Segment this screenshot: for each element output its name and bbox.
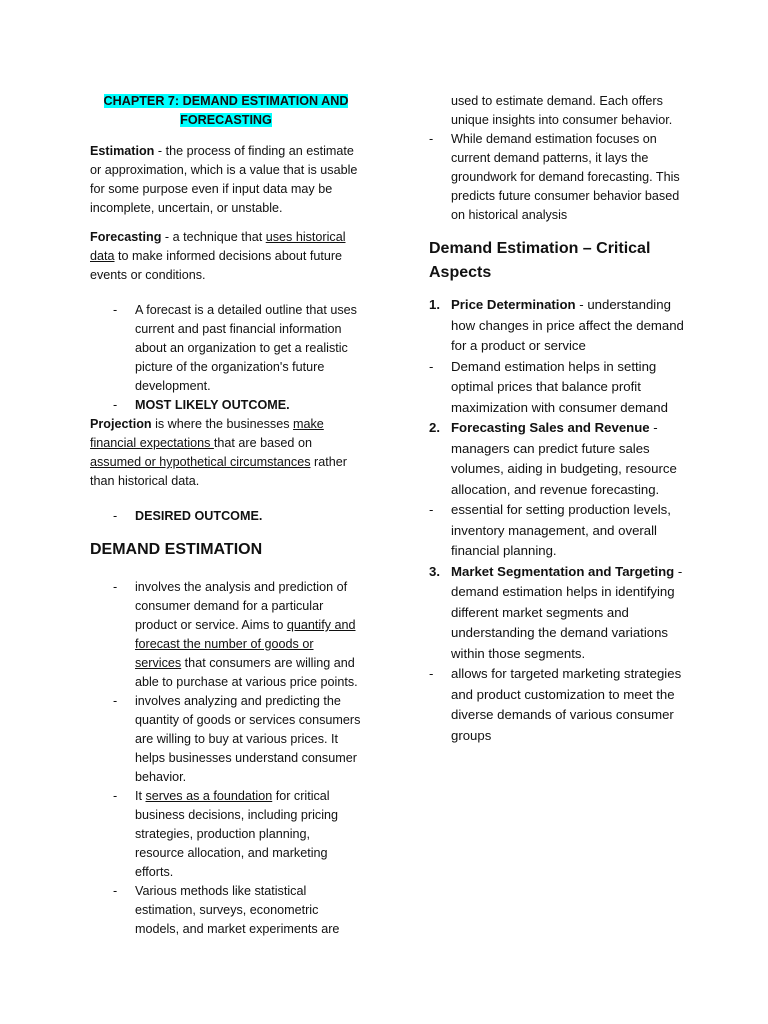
critical-aspects-heading: Demand Estimation – Critical Aspects bbox=[429, 240, 651, 281]
desired-outcome: DESIRED OUTCOME. bbox=[135, 509, 263, 523]
forecasting-text-pre: - a technique that bbox=[161, 230, 266, 244]
projection-definition bbox=[90, 415, 362, 491]
estimation-term: Estimation bbox=[90, 144, 155, 158]
aspect-text: - managers can predict future sales volumes, aiding in budgeting, resource allocation, and revenue forecasting. bbox=[451, 420, 677, 497]
aspect-number: 1. bbox=[429, 297, 440, 312]
demand-b3-underline: serves as a foundation bbox=[145, 789, 273, 803]
list-item: - While demand estimation focuses on current demand patterns, it lays the groundwork for demand forecasting. This predicts future consumer behavior based on historical analysis bbox=[429, 130, 691, 225]
demand-b3-post: for critical business decisions, including pricing strategies, production planning, resource allocation, and marketing efforts. bbox=[135, 789, 339, 879]
demand-bullet-list bbox=[90, 578, 362, 939]
estimation-text: - the process of finding an estimate or approximation, which is a value that is usable for some purpose even if input data may be incomplete, uncertain, or unstable. bbox=[90, 144, 358, 215]
list-item bbox=[90, 787, 362, 882]
forecasting-text-post: to make informed decisions about future events or conditions. bbox=[90, 249, 343, 282]
list-item bbox=[90, 507, 362, 526]
aspect-bullet-list bbox=[429, 664, 691, 746]
list-item: - involves analyzing and predicting the quantity of goods or services consumers are willing to buy at various prices. It helps businesses understand consumer behavior. bbox=[90, 692, 362, 787]
aspect-term: Forecasting Sales and Revenue bbox=[451, 420, 650, 435]
aspect-bullet-list bbox=[429, 357, 691, 419]
list-item bbox=[90, 578, 362, 692]
demand-b1-underline: quantify and forecast the number of goods or services bbox=[135, 618, 356, 670]
continued-text: used to estimate demand. Each offers unique insights into consumer behavior. bbox=[451, 94, 673, 127]
chapter-title-line2: FORECASTING bbox=[180, 113, 272, 127]
list-item: - allows for targeted marketing strategies and product customization to meet the diverse demands of various consumer groups bbox=[429, 664, 691, 746]
list-item: - A forecast is a detailed outline that uses current and past financial information about an organization to get a realistic picture of the organization's future development. bbox=[90, 301, 362, 396]
aspect-term: Price Determination bbox=[451, 297, 576, 312]
projection-text-post: rather than historical data. bbox=[90, 455, 347, 488]
aspect-item-segmentation bbox=[429, 562, 691, 665]
projection-term: Projection bbox=[90, 417, 152, 431]
aspect-number: 2. bbox=[429, 420, 440, 435]
list-item: - Demand estimation helps in setting optimal prices that balance profit maximization with consumer demand bbox=[429, 357, 691, 419]
chapter-title bbox=[90, 92, 362, 130]
right-column bbox=[429, 92, 691, 746]
aspect-number: 3. bbox=[429, 563, 440, 579]
aspect-term: Market Segmentation and Targeting bbox=[451, 563, 675, 579]
list-item bbox=[90, 396, 362, 415]
continued-bullet-list bbox=[429, 130, 691, 225]
estimation-definition bbox=[90, 142, 362, 218]
left-column bbox=[90, 92, 362, 939]
forecasting-underline: uses historical data bbox=[90, 230, 346, 263]
forecasting-term: Forecasting bbox=[90, 230, 162, 244]
most-likely-outcome: MOST LIKELY OUTCOME. bbox=[135, 398, 290, 412]
forecast-bullet-list bbox=[90, 301, 362, 415]
demand-b1-post: that consumers are willing and able to purchase at various price points. bbox=[135, 656, 358, 689]
demand-estimation-heading: DEMAND ESTIMATION bbox=[90, 541, 263, 558]
demand-b1-pre: involves the analysis and prediction of consumer demand for a particular product or service. Aims to bbox=[135, 580, 348, 632]
critical-aspects-list bbox=[429, 295, 691, 746]
desired-outcome-list bbox=[90, 507, 362, 526]
list-item: - essential for setting production levels, inventory management, and overall financial planning. bbox=[429, 500, 691, 562]
aspect-text: - demand estimation helps in identifying different market segments and understanding the demand variations within those segments. bbox=[451, 563, 683, 661]
projection-underline-2: assumed or hypothetical circumstances bbox=[90, 455, 311, 469]
chapter-title-line1: CHAPTER 7: DEMAND ESTIMATION AND bbox=[103, 94, 349, 108]
projection-underline-1: make financial expectations bbox=[90, 417, 324, 450]
aspect-item-forecasting bbox=[429, 418, 691, 500]
projection-text-mid: that are based on bbox=[213, 436, 312, 450]
aspect-text: - understanding how changes in price affect the demand for a product or service bbox=[451, 297, 684, 353]
demand-b3-pre: It bbox=[135, 789, 146, 803]
aspect-bullet-list bbox=[429, 500, 691, 562]
forecasting-definition bbox=[90, 228, 362, 285]
list-item: - Various methods like statistical estimation, surveys, econometric models, and market experiments are bbox=[90, 882, 362, 939]
projection-text-pre: is where the businesses bbox=[151, 417, 293, 431]
aspect-item-price bbox=[429, 295, 691, 357]
